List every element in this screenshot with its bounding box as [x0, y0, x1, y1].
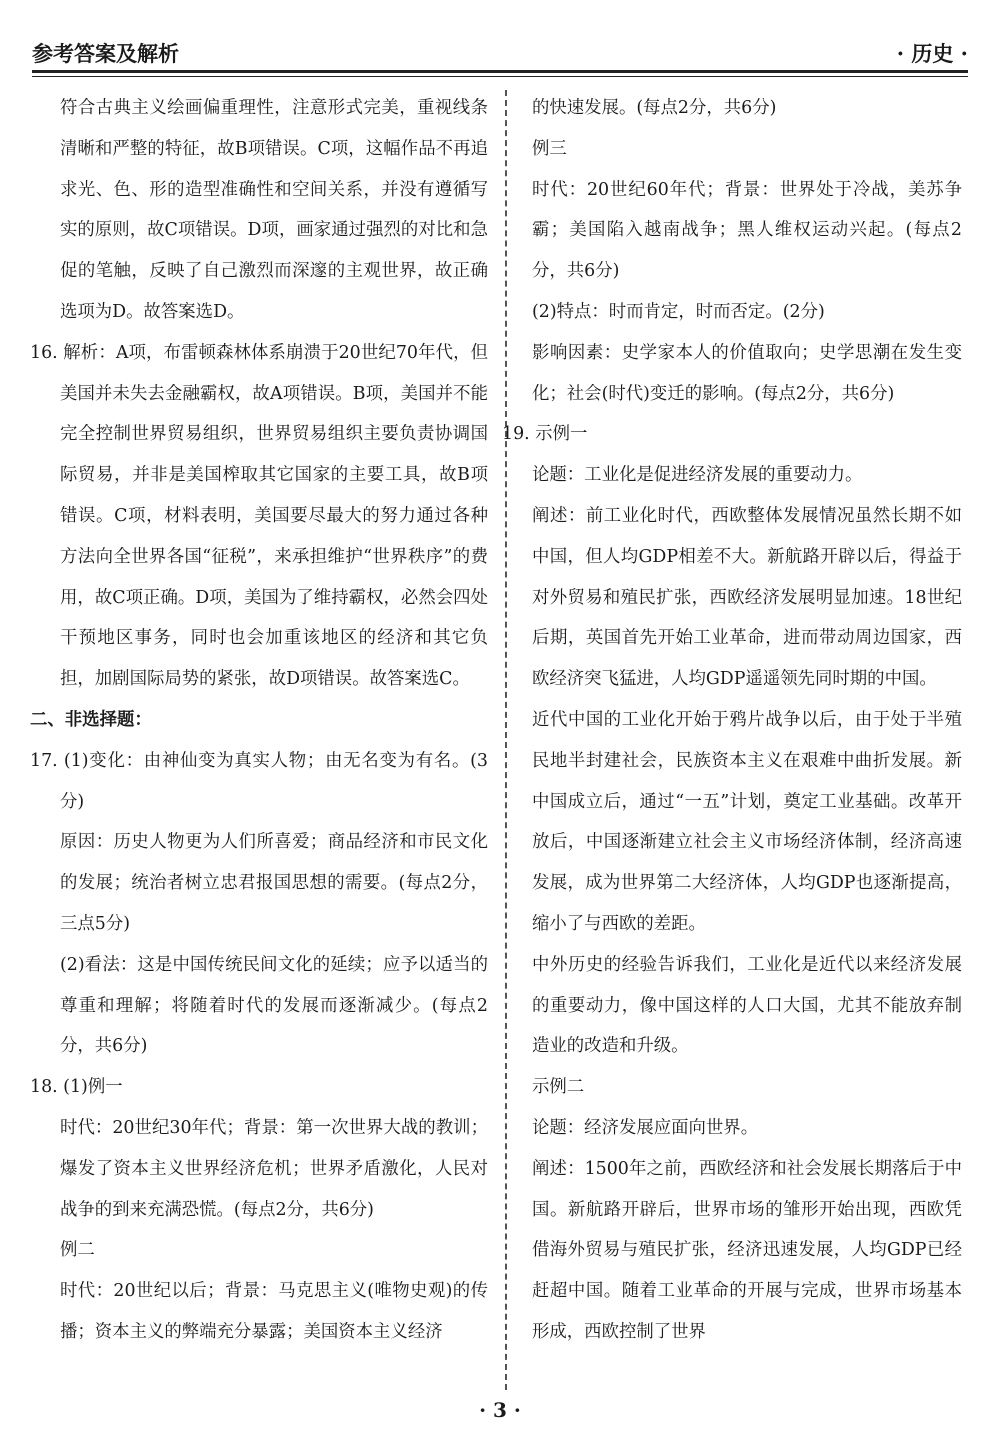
paragraph-19-thesis-1: 论题：工业化是促进经济发展的重要动力。	[532, 465, 863, 486]
paragraph-18-example-3: 时代：20世纪60年代；背景：世界处于冷战，美苏争霸；美国陷入越南战争；黑人维权运动兴起。(每点2分，共6分)	[532, 179, 962, 282]
right-column	[502, 88, 962, 1353]
paragraph-19-argument-1: 阐述：前工业化时代，西欧整体发展情况虽然长期不如中国，但人均GDP相差不大。新航路开辟以后，得益于对外贸易和殖民扩张，西欧经济发展明显加速。18世纪后期，英国首先开始工业革命，进而带动周边国家，西欧经济突飞猛进，人均GDP遥遥领先同时期的中国。	[532, 505, 962, 690]
column-divider	[505, 90, 507, 1390]
paragraph-16-explanation: 16. 解析：A项，布雷顿森林体系崩溃于20世纪70年代，但美国并未失去金融霸权，故A项错误。B项，美国并不能完全控制世界贸易组织，世界贸易组织主要负责协调国际贸易，并非是美国榨取其它国家的主要工具，故B项错误。C项，材料表明，美国要尽最大的努力通过各种方法向全世界各国“征税”，来承担维护“世界秩序”的费用，故C项正确。D项，美国为了维持霸权，必然会四处干预地区事务，同时也会加重该地区的经济和其它负担，加剧国际局势的紧张，故D项错误。故答案选C。	[30, 342, 488, 690]
header-subject: · 历史 ·	[896, 41, 968, 66]
paragraph-18-example-2-title: 例二	[60, 1240, 95, 1261]
paragraph-15-explanation: 符合古典主义绘画偏重理性，注意形式完美，重视线条清晰和严整的特征，故B项错误。C项，这幅作品不再追求光、色、形的造型准确性和空间关系，并没有遵循写实的原则，故C项错误。D项，画家通过强烈的对比和急促的笔触，反映了自己激烈而深邃的主观世界，故正确选项为D。故答案选D。	[60, 98, 488, 322]
paragraph-17-reason: 原因：历史人物更为人们所喜爱；商品经济和市民文化的发展；统治者树立忠君报国思想的需要。(每点2分，三点5分)	[60, 832, 488, 934]
paragraph-19-conclusion-1: 中外历史的经验告诉我们，工业化是近代以来经济发展的重要动力，像中国这样的人口大国，尤其不能放弃制造业的改造和升级。	[532, 954, 962, 1057]
paragraph-17-2: (2)看法：这是中国传统民间文化的延续；应予以适当的尊重和理解；将随着时代的发展而逐渐减少。(每点2分，共6分)	[60, 954, 488, 1057]
paragraph-18-example-2: 时代：20世纪以后；背景：马克思主义(唯物史观)的传播；资本主义的弊端充分暴露；美国资本主义经济	[60, 1281, 488, 1342]
paragraph-19-thesis-2: 论题：经济发展应面向世界。	[532, 1117, 759, 1138]
paragraph-17-1: 17. (1)变化：由神仙变为真实人物；由无名变为有名。(3分)	[30, 750, 488, 812]
paragraph-18-2: (2)特点：时而肯定，时而否定。(2分)	[532, 301, 825, 322]
paragraph-19-argument-1b: 近代中国的工业化开始于鸦片战争以后，由于处于半殖民地半封建社会，民族资本主义在艰难中曲折发展。新中国成立后，通过“一五”计划，奠定工业基础。改革开放后，中国逐渐建立社会主义市场经济体制，经济高速发展，成为世界第二大经济体，人均GDP也逐渐提高，缩小了与西欧的差距。	[532, 709, 962, 934]
paragraph-18-factors: 影响因素：史学家本人的价值取向；史学思潮在发生变化；社会(时代)变迁的影响。(每点2分，共6分)	[532, 342, 962, 404]
section-heading: 二、非选择题：	[30, 709, 152, 730]
paragraph-18-example-3-title: 例三	[532, 138, 567, 159]
paragraph-19-example-1-title: 19. 示例一	[502, 424, 588, 445]
paragraph-19-argument-2: 阐述：1500年之前，西欧经济和社会发展长期落后于中国。新航路开辟后，世界市场的雏形开始出现，西欧凭借海外贸易与殖民扩张，经济迅速发展，人均GDP已经赶超中国。随着工业革命的开展与完成，世界市场基本形成，西欧控制了世界	[532, 1158, 962, 1342]
page-number: · 3 ·	[479, 1398, 521, 1422]
paragraph-18-example-1: 时代：20世纪30年代；背景：第一次世界大战的教训；爆发了资本主义世界经济危机；世界矛盾激化，人民对战争的到来充满恐慌。(每点2分，共6分)	[60, 1117, 488, 1220]
header-rule-thin	[32, 76, 968, 77]
paragraph-18-example-2-cont: 的快速发展。(每点2分，共6分)	[532, 98, 777, 118]
header-rule-thick	[32, 70, 968, 73]
header-title: 参考答案及解析	[32, 41, 179, 66]
left-column	[30, 88, 488, 1353]
paragraph-19-example-2-title: 示例二	[532, 1077, 585, 1098]
paragraph-18-1: 18. (1)例一	[30, 1077, 123, 1098]
page-header	[32, 28, 968, 72]
